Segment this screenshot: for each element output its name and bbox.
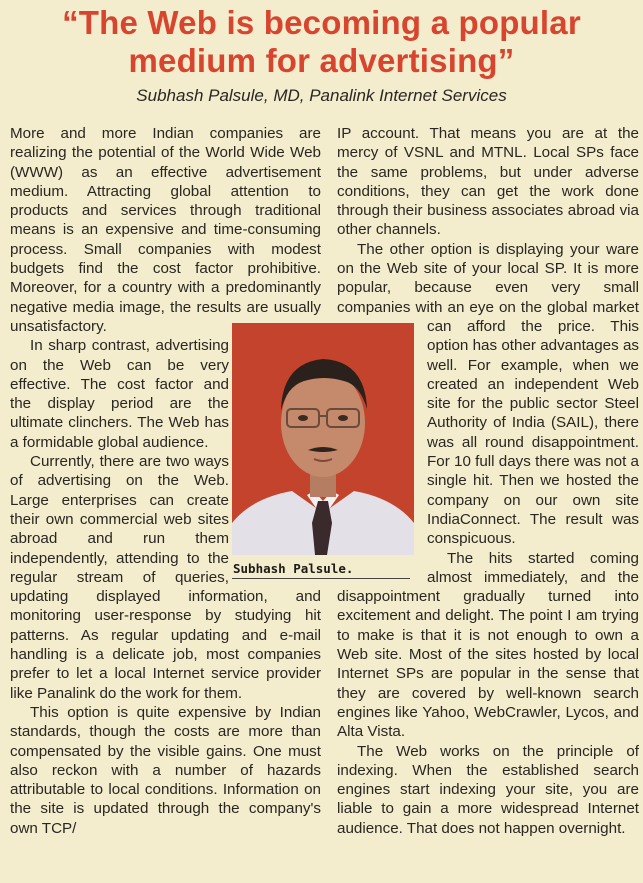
paragraph: The hits started coming almost immediately, and the disappointment gradually turned into excitement and delight. The point I am trying to make is that it is not enough to own a Web site. Most of the sites hosted by local Internet SPs are popular in the sense that they are covered by well-known search engines like Yahoo, WebCrawler, Lycos, and Alta Vista. (337, 549, 639, 741)
paragraph: The other option is displaying your ware on the Web site of your local SP. It is more popular, because even very small companies with an eye on the global market can afford the price. This option has other advantages as well. For example, when we created an independent Web site for the public sector Steel Authority of India (SAIL), there was all round disappointment. For 10 full days there was not a single hit. Then we hosted the company on our own site IndiaConnect. The result was conspicuous. (337, 240, 639, 548)
paragraph: Currently, there are two ways of advertising on the Web. Large enterprises can create their own commercial web sites abroad and run them independently, attending to the regular stream of queries, updating displayed information, and monitoring user-response by studying hit patterns. As regular updating and e-mail handling is a delicate job, most companies prefer to let a local Internet service provider like Panalink do the work for them. (10, 453, 321, 702)
paragraph: IP account. That means you are at the mercy of VSNL and MTNL. Local SPs face the same problems, but under adverse conditions, they can get the work done through their business associates abroad via other channels. (337, 125, 639, 239)
byline: Subhash Palsule, MD, Panalink Internet Services (136, 86, 507, 105)
caption-divider (232, 578, 410, 579)
paragraph: The Web works on the principle of indexing. When the established search engines start indexing your site, you are liable to gain a more widespread Internet audience. That does not happen overnight. (337, 742, 639, 837)
portrait-illustration (232, 323, 414, 555)
paragraph: This option is quite expensive by Indian standards, though the costs are more than compensated by the visible gains. One must also reckon with a number of hazards attributable to local conditions. Information on the site is updated through the company's own TCP/ (10, 703, 321, 837)
portrait-photo (232, 323, 414, 555)
paragraph: More and more Indian companies are realizing the potential of the World Wide Web (WWW) as an effective advertisement medium. Attracting global attention to products and services through traditional means is an expensive and time-consuming process. Small companies with modest budgets find the cost factor prohibitive. Moreover, for a country with a predominantly negative media image, the results are usually unsatisfactory. (10, 125, 321, 335)
headline-line-1: “The Web is becoming a popular (62, 4, 581, 41)
paragraph: In sharp contrast, advertising on the Web can be very effective. The cost factor and the display period are the ultimate clinchers. The Web has a formidable global audience. (10, 337, 229, 451)
headline (0, 4, 643, 80)
headline-line-2: medium for advertising” (128, 42, 515, 79)
photo-caption: Subhash Palsule. (233, 561, 354, 576)
